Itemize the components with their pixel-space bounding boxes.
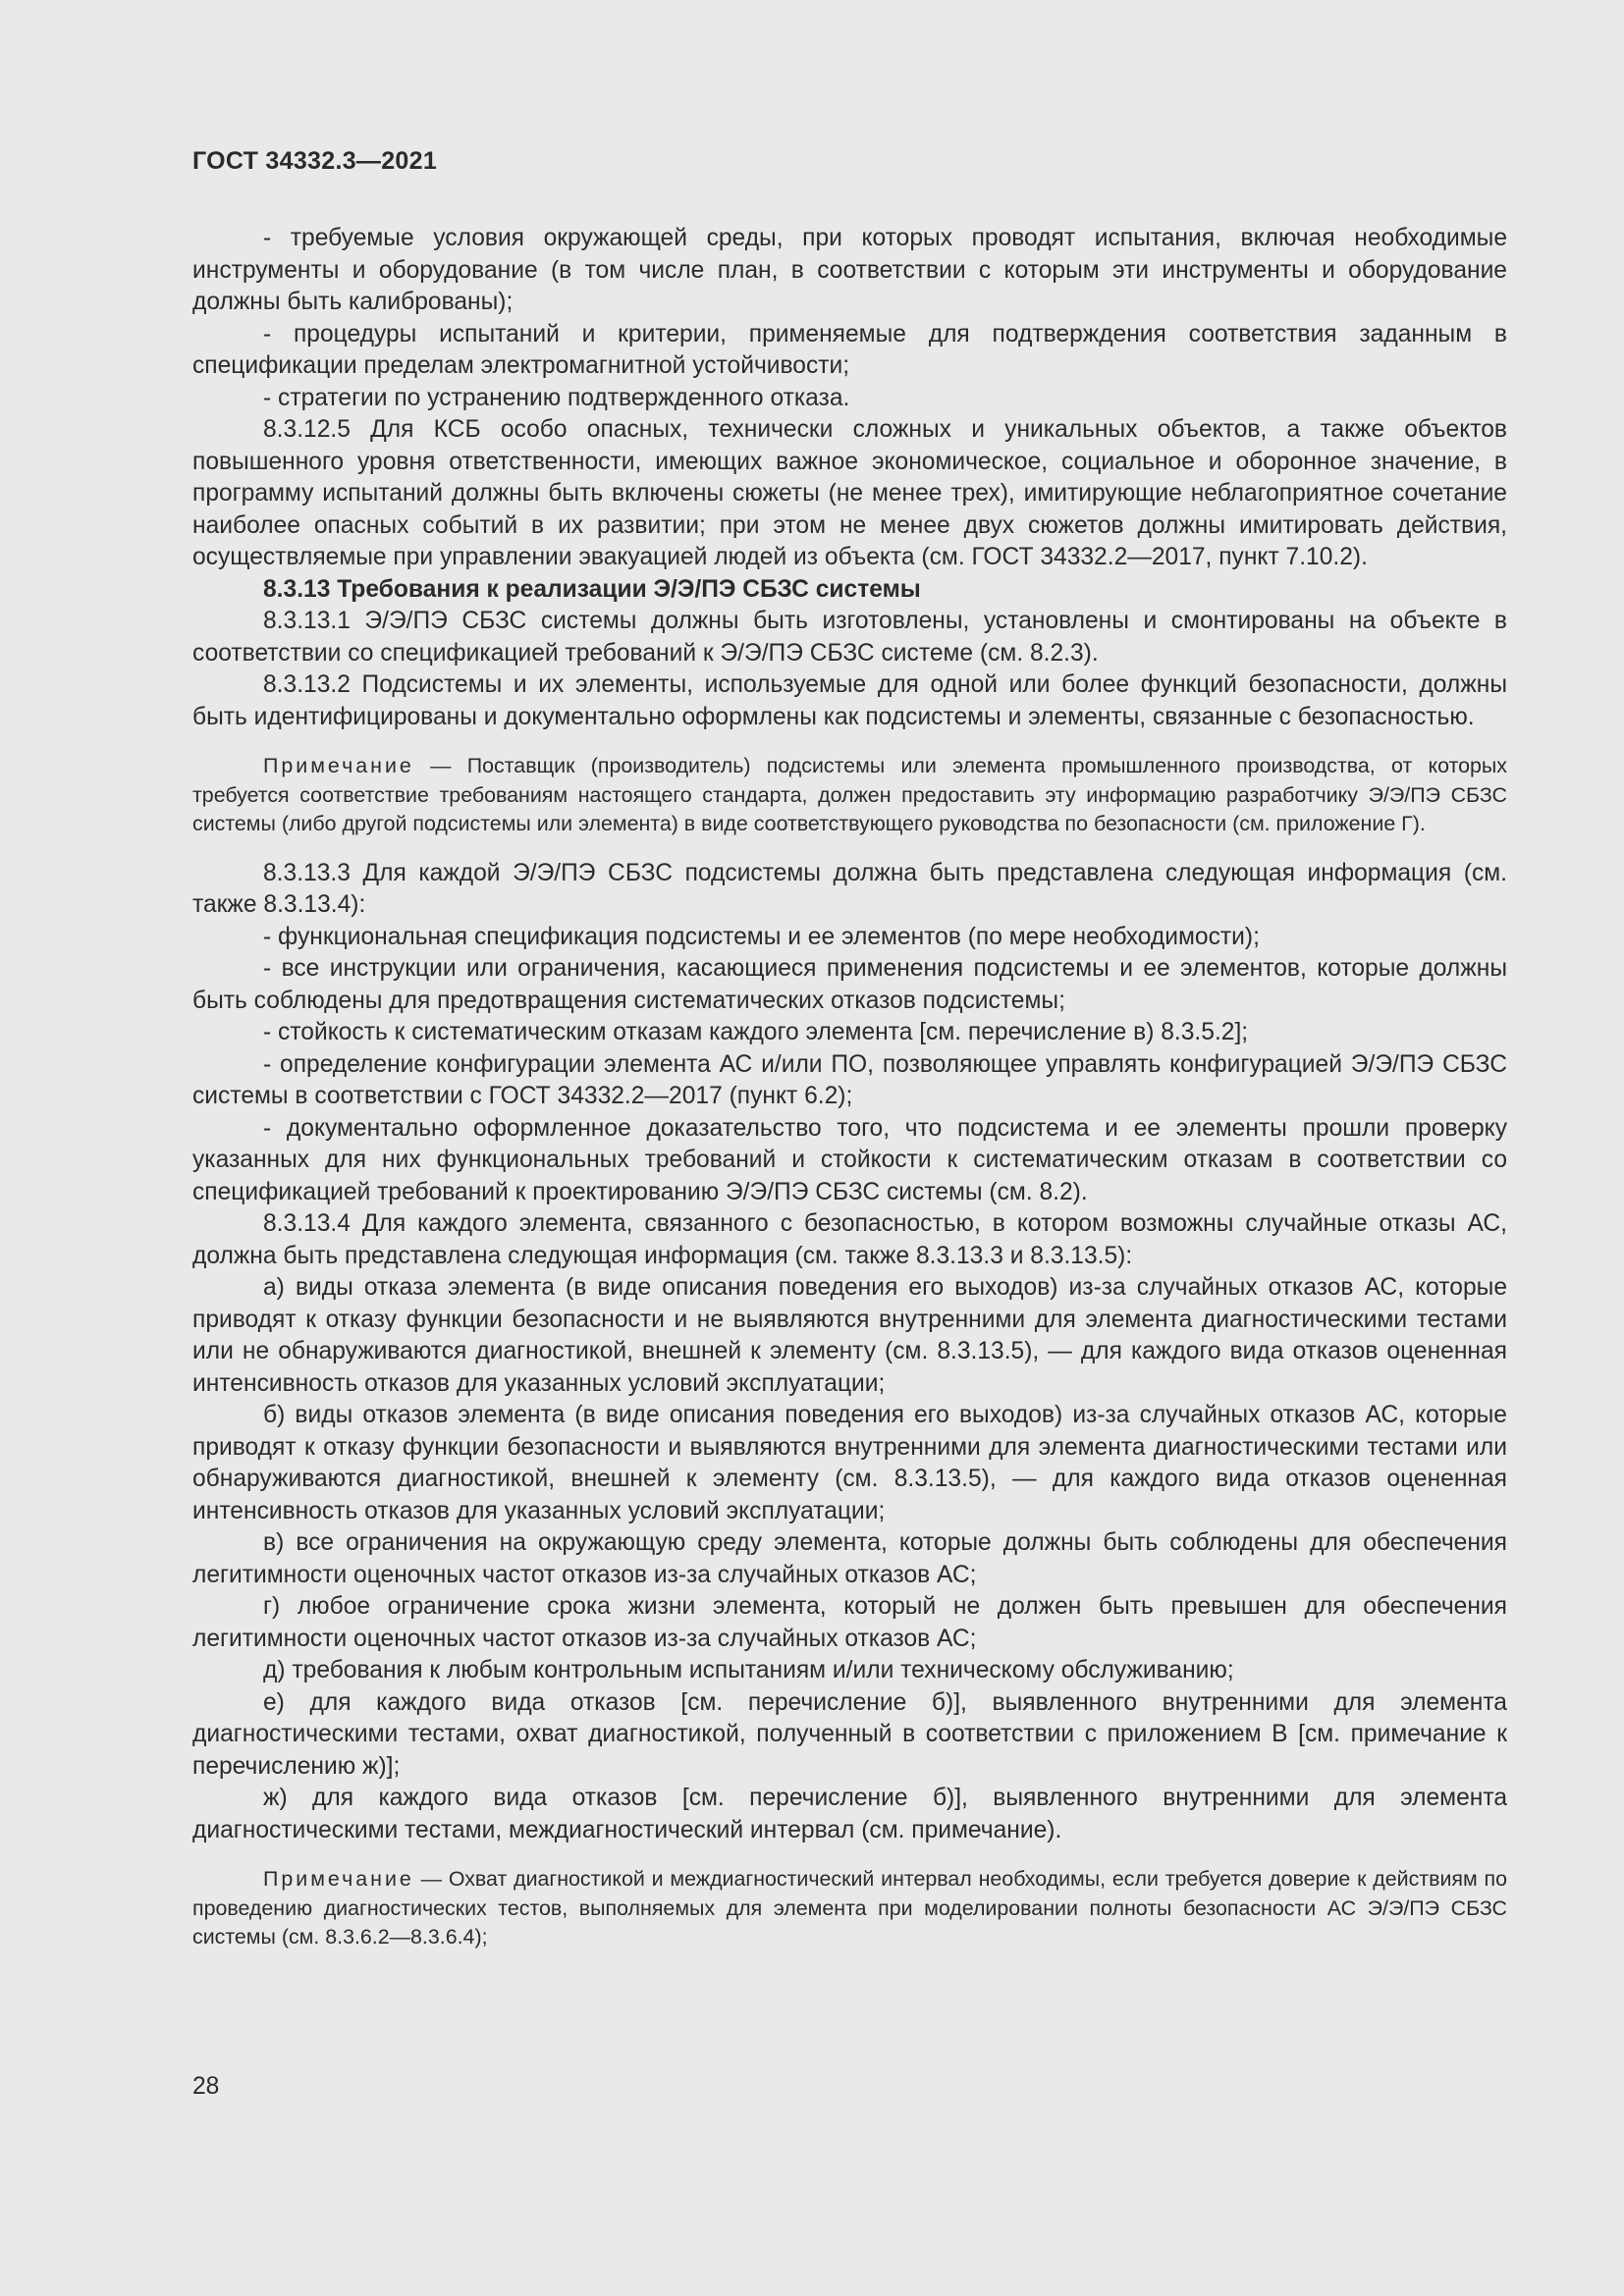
page-number: 28	[192, 2073, 220, 2100]
note-supplier	[192, 752, 1507, 839]
note-diagnostic-coverage	[192, 1865, 1507, 1952]
list-item-a: а) виды отказа элемента (в виде описания поведения его выходов) из-за случайных отказов АС, которые приводят к отказу функции безопасности и не выявляются внутренними для элемента диагностическими тестами или не обнаруживаются диагностикой, внешней к элементу (см. 8.3.13.5), — для каждого вида отказов оцененная интенсивность отказов для указанных условий эксплуатации;	[192, 1274, 1507, 1397]
paragraph-bullet-procedures: - процедуры испытаний и критерии, применяемые для подтверждения соответствия заданным в спецификации пределам электромагнитной устойчивости;	[192, 320, 1507, 379]
list-item-e: е) для каждого вида отказов [см. перечисление б)], выявленного внутренними для элемента диагностическими тестами, охват диагностикой, полученный в соответствии с приложением В [см. примечание к перечислению ж)];	[192, 1688, 1507, 1780]
paragraph-8-3-13-2: 8.3.13.2 Подсистемы и их элементы, используемые для одной или более функций безопасности, должны быть идентифицированы и документально оформлены как подсистемы и элементы, связанные с безопасностью.	[192, 671, 1507, 730]
document-body	[192, 223, 1507, 1971]
note-text: — Поставщик (производитель) подсистемы или элемента промышленного производства, от которых требуется соответствие требованиям настоящего стандарта, должен предоставить эту информацию разработчику Э/Э/ПЭ СБЗС системы (либо другой подсистемы или элемента) в виде соответствующего руководства по безопасности (см. приложение Г).	[192, 754, 1507, 835]
paragraph-bullet-systematic-capability: - стойкость к систематическим отказам каждого элемента [см. перечисление в) 8.3.5.2];	[263, 1019, 1249, 1045]
note-text: — Охват диагностикой и междиагностический интервал необходимы, если требуется доверие к действиям по проведению диагностических тестов, выполняемых для элемента при моделировании полноты безопасности АС Э/Э/ПЭ СБЗС системы (см. 8.3.6.2—8.3.6.4);	[192, 1867, 1507, 1949]
paragraph-bullet-evidence: - документально оформленное доказательство того, что подсистема и ее элементы прошли проверку указанных для них функциональных требований и стойкости к систематическим отказам в соответствии со спецификацией требований к проектированию Э/Э/ПЭ СБЗС системы (см. 8.2).	[192, 1114, 1507, 1205]
list-item-g: г) любое ограничение срока жизни элемента, который не должен быть превышен для обеспечения легитимности оценочных частот отказов из-за случайных отказов АС;	[192, 1593, 1507, 1652]
note-label: Примечание	[263, 1867, 414, 1891]
section-heading-8-3-13: 8.3.13 Требования к реализации Э/Э/ПЭ СБЗС системы	[263, 575, 921, 603]
list-item-b: б) виды отказов элемента (в виде описания поведения его выходов) из-за случайных отказов АС, которые приводят к отказу функции безопасности и выявляются внутренними для элемента диагностическими тестами или обнаруживаются диагностикой, внешней к элементу (см. 8.3.13.5), — для каждого вида отказов оцененная интенсивность отказов для указанных условий эксплуатации;	[192, 1402, 1507, 1524]
note-label: Примечание	[263, 754, 414, 777]
list-item-d: д) требования к любым контрольным испытаниям и/или техническому обслуживанию;	[263, 1657, 1234, 1683]
paragraph-bullet-configuration: - определение конфигурации элемента АС и/или ПО, позволяющее управлять конфигурацией Э/Э/ПЭ СБЗС системы в соответствии с ГОСТ 34332.2—2017 (пункт 6.2);	[192, 1050, 1507, 1109]
list-item-v: в) все ограничения на окружающую среду элемента, которые должны быть соблюдены для обеспечения легитимности оценочных частот отказов из-за случайных отказов АС;	[192, 1529, 1507, 1588]
paragraph-bullet-environment: - требуемые условия окружающей среды, при которых проводят испытания, включая необходимые инструменты и оборудование (в том числе план, в соответствии с которым эти инструменты и оборудование должны быть калиброваны);	[192, 225, 1507, 315]
list-item-zh: ж) для каждого вида отказов [см. перечисление б)], выявленного внутренними для элемента диагностическими тестами, междиагностический интервал (см. примечание).	[192, 1785, 1507, 1843]
paragraph-bullet-functional-spec: - функциональная спецификация подсистемы и ее элементов (по мере необходимости);	[263, 923, 1260, 950]
paragraph-bullet-instructions: - все инструкции или ограничения, касающиеся применения подсистемы и ее элементов, которые должны быть соблюдены для предотвращения систематических отказов подсистемы;	[192, 955, 1507, 1014]
paragraph-bullet-strategies: - стратегии по устранению подтвержденного отказа.	[263, 384, 850, 411]
paragraph-8-3-13-1: 8.3.13.1 Э/Э/ПЭ СБЗС системы должны быть изготовлены, установлены и смонтированы на объекте в соответствии со спецификацией требований к Э/Э/ПЭ СБЗС системе (см. 8.2.3).	[192, 608, 1507, 667]
document-header: ГОСТ 34332.3—2021	[192, 147, 438, 175]
paragraph-8-3-12-5: 8.3.12.5 Для КСБ особо опасных, технически сложных и уникальных объектов, а также объектов повышенного уровня ответственности, имеющих важное экономическое, социальное и оборонное значение, в программу испытаний должны быть включены сюжеты (не менее трех), имитирующие неблагоприятное сочетание наиболее опасных событий в их развитии; при этом не менее двух сюжетов должны имитировать действия, осуществляемые при управлении эвакуацией людей из объекта (см. ГОСТ 34332.2—2017, пункт 7.10.2).	[192, 416, 1507, 570]
paragraph-8-3-13-4: 8.3.13.4 Для каждого элемента, связанного с безопасностью, в котором возможны случайные отказы АС, должна быть представлена следующая информация (см. также 8.3.13.3 и 8.3.13.5):	[192, 1210, 1507, 1269]
paragraph-8-3-13-3: 8.3.13.3 Для каждой Э/Э/ПЭ СБЗС подсистемы должна быть представлена следующая информация (см. также 8.3.13.4):	[192, 859, 1507, 918]
